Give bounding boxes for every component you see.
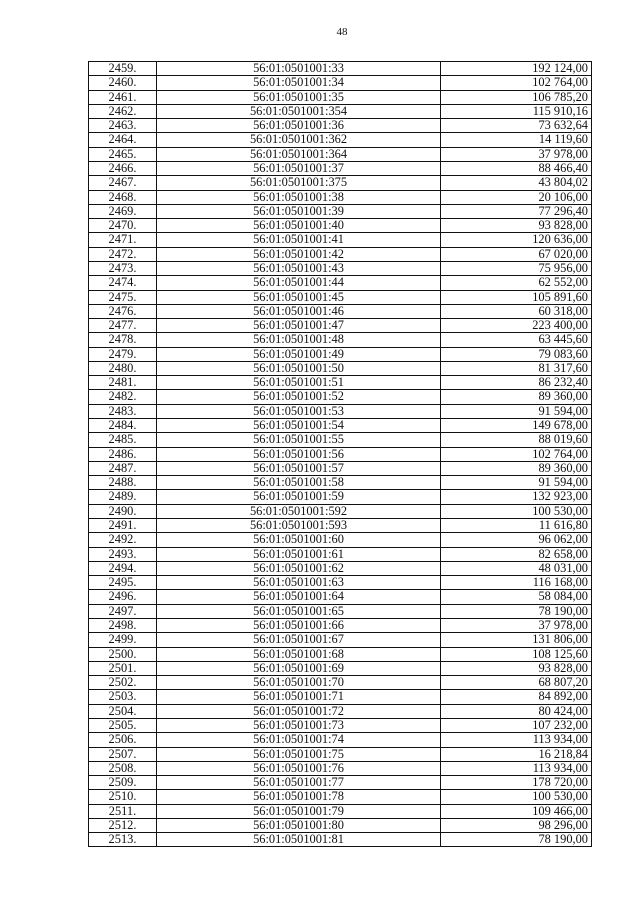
row-number: 2501. <box>89 662 157 676</box>
cadastral-value: 96 062,00 <box>441 533 592 547</box>
cadastral-value: 37 978,00 <box>441 619 592 633</box>
cadastral-number: 56:01:0501001:68 <box>157 648 441 662</box>
cadastral-number: 56:01:0501001:34 <box>157 76 441 90</box>
cadastral-number: 56:01:0501001:65 <box>157 605 441 619</box>
cadastral-value: 73 632,64 <box>441 119 592 133</box>
row-number: 2505. <box>89 719 157 733</box>
cadastral-number: 56:01:0501001:37 <box>157 162 441 176</box>
row-number: 2487. <box>89 462 157 476</box>
cadastral-value: 106 785,20 <box>441 91 592 105</box>
cadastral-number: 56:01:0501001:33 <box>157 62 441 76</box>
cadastral-value: 60 318,00 <box>441 305 592 319</box>
row-number: 2473. <box>89 262 157 276</box>
cadastral-value: 81 317,60 <box>441 362 592 376</box>
row-number: 2492. <box>89 533 157 547</box>
cadastral-value: 115 910,16 <box>441 105 592 119</box>
row-number: 2468. <box>89 191 157 205</box>
cadastral-number: 56:01:0501001:592 <box>157 505 441 519</box>
row-number: 2470. <box>89 219 157 233</box>
cadastral-value: 80 424,00 <box>441 705 592 719</box>
row-number: 2466. <box>89 162 157 176</box>
cadastral-value: 100 530,00 <box>441 505 592 519</box>
cadastral-value: 63 445,60 <box>441 333 592 347</box>
cadastral-value: 100 530,00 <box>441 790 592 804</box>
row-number: 2474. <box>89 276 157 290</box>
cadastral-number: 56:01:0501001:362 <box>157 133 441 147</box>
cadastral-value: 98 296,00 <box>441 819 592 833</box>
row-number: 2478. <box>89 333 157 347</box>
cadastral-number: 56:01:0501001:71 <box>157 690 441 704</box>
cadastral-number: 56:01:0501001:41 <box>157 233 441 247</box>
cadastral-table <box>88 61 592 847</box>
cadastral-number: 56:01:0501001:42 <box>157 248 441 262</box>
cadastral-value: 113 934,00 <box>441 762 592 776</box>
cadastral-value: 88 019,60 <box>441 433 592 447</box>
row-number: 2494. <box>89 562 157 576</box>
cadastral-value: 37 978,00 <box>441 148 592 162</box>
row-number: 2477. <box>89 319 157 333</box>
cadastral-value: 67 020,00 <box>441 248 592 262</box>
row-number: 2510. <box>89 790 157 804</box>
cadastral-value: 11 616,80 <box>441 519 592 533</box>
cadastral-value: 89 360,00 <box>441 390 592 404</box>
cadastral-value: 102 764,00 <box>441 76 592 90</box>
cadastral-number: 56:01:0501001:67 <box>157 633 441 647</box>
cadastral-value: 78 190,00 <box>441 605 592 619</box>
cadastral-number: 56:01:0501001:79 <box>157 805 441 819</box>
cadastral-number: 56:01:0501001:76 <box>157 762 441 776</box>
cadastral-value: 62 552,00 <box>441 276 592 290</box>
row-number: 2497. <box>89 605 157 619</box>
row-number: 2489. <box>89 490 157 504</box>
row-number: 2460. <box>89 76 157 90</box>
row-number: 2495. <box>89 576 157 590</box>
row-number: 2490. <box>89 505 157 519</box>
cadastral-number: 56:01:0501001:49 <box>157 348 441 362</box>
row-number: 2506. <box>89 733 157 747</box>
cadastral-value: 20 106,00 <box>441 191 592 205</box>
cadastral-number: 56:01:0501001:55 <box>157 433 441 447</box>
row-number: 2508. <box>89 762 157 776</box>
row-number: 2475. <box>89 291 157 305</box>
cadastral-value: 86 232,40 <box>441 376 592 390</box>
cadastral-number: 56:01:0501001:72 <box>157 705 441 719</box>
cadastral-number: 56:01:0501001:364 <box>157 148 441 162</box>
row-number: 2507. <box>89 748 157 762</box>
cadastral-number: 56:01:0501001:66 <box>157 619 441 633</box>
row-number: 2486. <box>89 448 157 462</box>
cadastral-number: 56:01:0501001:64 <box>157 590 441 604</box>
row-number: 2485. <box>89 433 157 447</box>
cadastral-number: 56:01:0501001:46 <box>157 305 441 319</box>
cadastral-value: 132 923,00 <box>441 490 592 504</box>
cadastral-number: 56:01:0501001:77 <box>157 776 441 790</box>
cadastral-number: 56:01:0501001:62 <box>157 562 441 576</box>
row-number: 2463. <box>89 119 157 133</box>
row-number: 2482. <box>89 390 157 404</box>
cadastral-number: 56:01:0501001:47 <box>157 319 441 333</box>
cadastral-value: 131 806,00 <box>441 633 592 647</box>
cadastral-number: 56:01:0501001:59 <box>157 490 441 504</box>
cadastral-number: 56:01:0501001:56 <box>157 448 441 462</box>
cadastral-number: 56:01:0501001:36 <box>157 119 441 133</box>
cadastral-number: 56:01:0501001:593 <box>157 519 441 533</box>
row-number: 2498. <box>89 619 157 633</box>
row-number: 2471. <box>89 233 157 247</box>
cadastral-number: 56:01:0501001:38 <box>157 191 441 205</box>
cadastral-number: 56:01:0501001:69 <box>157 662 441 676</box>
cadastral-value: 91 594,00 <box>441 405 592 419</box>
cadastral-value: 77 296,40 <box>441 205 592 219</box>
cadastral-number: 56:01:0501001:35 <box>157 91 441 105</box>
row-number: 2491. <box>89 519 157 533</box>
row-number: 2500. <box>89 648 157 662</box>
row-number: 2461. <box>89 91 157 105</box>
cadastral-value: 93 828,00 <box>441 219 592 233</box>
cadastral-value: 93 828,00 <box>441 662 592 676</box>
row-number: 2483. <box>89 405 157 419</box>
cadastral-value: 48 031,00 <box>441 562 592 576</box>
cadastral-number: 56:01:0501001:73 <box>157 719 441 733</box>
cadastral-number: 56:01:0501001:78 <box>157 790 441 804</box>
cadastral-number: 56:01:0501001:50 <box>157 362 441 376</box>
cadastral-value: 14 119,60 <box>441 133 592 147</box>
cadastral-number: 56:01:0501001:54 <box>157 419 441 433</box>
cadastral-value: 43 804,02 <box>441 176 592 190</box>
cadastral-value: 116 168,00 <box>441 576 592 590</box>
row-number: 2504. <box>89 705 157 719</box>
cadastral-value: 58 084,00 <box>441 590 592 604</box>
cadastral-value: 102 764,00 <box>441 448 592 462</box>
cadastral-value: 113 934,00 <box>441 733 592 747</box>
cadastral-value: 108 125,60 <box>441 648 592 662</box>
cadastral-number: 56:01:0501001:75 <box>157 748 441 762</box>
cadastral-value: 109 466,00 <box>441 805 592 819</box>
row-number: 2511. <box>89 805 157 819</box>
row-number: 2462. <box>89 105 157 119</box>
row-number: 2481. <box>89 376 157 390</box>
cadastral-number: 56:01:0501001:43 <box>157 262 441 276</box>
cadastral-number: 56:01:0501001:375 <box>157 176 441 190</box>
cadastral-value: 75 956,00 <box>441 262 592 276</box>
cadastral-value: 78 190,00 <box>441 833 592 847</box>
cadastral-number: 56:01:0501001:58 <box>157 476 441 490</box>
cadastral-number: 56:01:0501001:63 <box>157 576 441 590</box>
cadastral-number: 56:01:0501001:74 <box>157 733 441 747</box>
row-number: 2469. <box>89 205 157 219</box>
row-number: 2488. <box>89 476 157 490</box>
cadastral-number: 56:01:0501001:70 <box>157 676 441 690</box>
cadastral-value: 223 400,00 <box>441 319 592 333</box>
cadastral-number: 56:01:0501001:48 <box>157 333 441 347</box>
cadastral-number: 56:01:0501001:81 <box>157 833 441 847</box>
cadastral-number: 56:01:0501001:45 <box>157 291 441 305</box>
cadastral-number: 56:01:0501001:53 <box>157 405 441 419</box>
cadastral-value: 88 466,40 <box>441 162 592 176</box>
cadastral-value: 192 124,00 <box>441 62 592 76</box>
row-number: 2465. <box>89 148 157 162</box>
cadastral-value: 82 658,00 <box>441 548 592 562</box>
row-number: 2484. <box>89 419 157 433</box>
cadastral-value: 68 807,20 <box>441 676 592 690</box>
page-number: 48 <box>336 26 348 38</box>
row-number: 2499. <box>89 633 157 647</box>
cadastral-value: 16 218,84 <box>441 748 592 762</box>
row-number: 2513. <box>89 833 157 847</box>
row-number: 2502. <box>89 676 157 690</box>
row-number: 2467. <box>89 176 157 190</box>
cadastral-number: 56:01:0501001:80 <box>157 819 441 833</box>
cadastral-value: 91 594,00 <box>441 476 592 490</box>
row-number: 2479. <box>89 348 157 362</box>
row-number: 2493. <box>89 548 157 562</box>
row-number: 2476. <box>89 305 157 319</box>
row-number: 2472. <box>89 248 157 262</box>
row-number: 2480. <box>89 362 157 376</box>
row-number: 2464. <box>89 133 157 147</box>
cadastral-number: 56:01:0501001:61 <box>157 548 441 562</box>
cadastral-number: 56:01:0501001:57 <box>157 462 441 476</box>
cadastral-value: 178 720,00 <box>441 776 592 790</box>
cadastral-value: 105 891,60 <box>441 291 592 305</box>
cadastral-value: 79 083,60 <box>441 348 592 362</box>
row-number: 2509. <box>89 776 157 790</box>
cadastral-number: 56:01:0501001:52 <box>157 390 441 404</box>
cadastral-number: 56:01:0501001:39 <box>157 205 441 219</box>
cadastral-value: 120 636,00 <box>441 233 592 247</box>
row-number: 2496. <box>89 590 157 604</box>
cadastral-number: 56:01:0501001:60 <box>157 533 441 547</box>
cadastral-number: 56:01:0501001:40 <box>157 219 441 233</box>
row-number: 2512. <box>89 819 157 833</box>
row-number: 2459. <box>89 62 157 76</box>
cadastral-number: 56:01:0501001:51 <box>157 376 441 390</box>
cadastral-value: 149 678,00 <box>441 419 592 433</box>
cadastral-value: 84 892,00 <box>441 690 592 704</box>
cadastral-number: 56:01:0501001:44 <box>157 276 441 290</box>
cadastral-value: 89 360,00 <box>441 462 592 476</box>
cadastral-number: 56:01:0501001:354 <box>157 105 441 119</box>
row-number: 2503. <box>89 690 157 704</box>
cadastral-value: 107 232,00 <box>441 719 592 733</box>
